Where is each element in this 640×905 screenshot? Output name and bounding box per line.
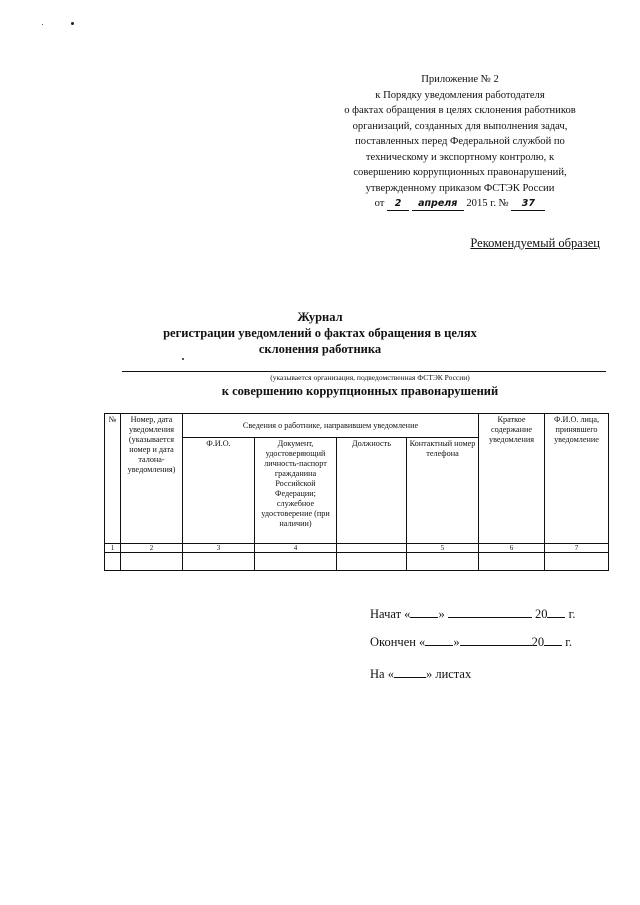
appendix-line: техническому и экспортному контролю, к: [365, 151, 555, 163]
recommended-sample-label: Рекомендуемый образец: [470, 236, 600, 250]
column-number: 3: [183, 544, 255, 553]
table-cell[interactable]: [407, 553, 479, 571]
header-fio: Ф.И.О.: [183, 438, 255, 544]
order-date-line: [328, 196, 592, 212]
journal-subject: к совершению коррупционных правонарушений: [221, 384, 499, 398]
organization-line: [122, 371, 606, 372]
journal-title-line: Журнал: [297, 310, 343, 324]
appendix-line: к Порядку уведомления работодателя: [375, 89, 545, 101]
table-header-row: [105, 414, 609, 438]
started-quote: »: [438, 607, 445, 621]
organization-note: (указывается организация, подведомственная ФСТЭК России): [270, 373, 470, 382]
ended-year-prefix: 20: [531, 635, 545, 649]
header-receiver: Ф.И.О. лица, принявшего уведомление: [545, 414, 609, 544]
table-row: [105, 553, 609, 571]
header-position: Должность: [337, 438, 407, 544]
started-label: Начат «: [370, 607, 411, 621]
sheets-count-blank[interactable]: [394, 666, 426, 678]
handwritten-order-number: 37: [511, 198, 545, 211]
header-summary: Краткое содержание уведомления: [479, 414, 545, 544]
column-number: 6: [479, 544, 545, 553]
handwritten-day: 2: [387, 198, 409, 211]
ended-suffix: г.: [565, 635, 573, 649]
appendix-line: поставленных перед Федеральной службой по: [355, 136, 565, 147]
journal-title-line: склонения работника: [258, 342, 382, 356]
registration-table: [104, 413, 609, 571]
journal-title: [150, 309, 490, 357]
header-number: №: [105, 414, 121, 544]
column-number: 7: [545, 544, 609, 553]
table-cell[interactable]: [105, 553, 121, 571]
scan-speck: [71, 22, 74, 25]
column-number: 2: [121, 544, 183, 553]
table-cell[interactable]: [545, 553, 609, 571]
journal-title-line: регистрации уведомлений о фактах обращения в целях: [163, 326, 477, 340]
table-cell[interactable]: [337, 553, 407, 571]
scan-speck: [42, 24, 43, 25]
appendix-line: утвержденному приказом ФСТЭК России: [365, 182, 555, 194]
appendix-header: [328, 72, 592, 212]
journal-ended-line: [370, 634, 572, 650]
ended-day-blank[interactable]: [425, 634, 453, 646]
table-number-row: [105, 544, 609, 553]
started-day-blank[interactable]: [410, 606, 438, 618]
scan-speck: [182, 358, 184, 360]
column-number: [337, 544, 407, 553]
header-employee-info: Сведения о работнике, направившем уведомление: [183, 414, 479, 438]
date-year: 2015 г. №: [466, 198, 509, 209]
table-cell[interactable]: [183, 553, 255, 571]
ended-quote: »: [453, 635, 460, 649]
date-prefix: от: [374, 198, 385, 209]
appendix-line: совершению коррупционных правонарушений,: [353, 167, 567, 178]
table-cell[interactable]: [255, 553, 337, 571]
header-number-date: Номер, дата уведомления (указывается номер и дата талона-уведомления): [121, 414, 183, 544]
header-phone: Контактный номер телефона: [407, 438, 479, 544]
header-document: Документ, удостоверяющий личность-паспорт гражданина Российской Федерации; служебное удостоверение (при наличии): [255, 438, 337, 544]
column-number: 1: [105, 544, 121, 553]
table-cell[interactable]: [479, 553, 545, 571]
journal-started-line: [370, 606, 575, 622]
started-year-prefix: 20: [534, 607, 548, 621]
appendix-line: организаций, созданных для выполнения задач,: [352, 120, 568, 132]
started-year-blank[interactable]: [547, 606, 565, 618]
started-month-blank[interactable]: [448, 606, 532, 618]
sheets-prefix: На «: [370, 667, 394, 681]
table-cell[interactable]: [121, 553, 183, 571]
ended-month-blank[interactable]: [460, 634, 532, 646]
ended-year-blank[interactable]: [544, 634, 562, 646]
appendix-line: о фактах обращения в целях склонения работников: [344, 105, 576, 116]
column-number: 5: [407, 544, 479, 553]
sheets-suffix: » листах: [425, 667, 472, 681]
column-number: 4: [255, 544, 337, 553]
handwritten-month: апреля: [412, 198, 464, 211]
sheets-line: [370, 666, 471, 682]
appendix-line: Приложение № 2: [421, 74, 499, 85]
started-suffix: г.: [568, 607, 576, 621]
ended-label: Окончен «: [370, 635, 426, 649]
